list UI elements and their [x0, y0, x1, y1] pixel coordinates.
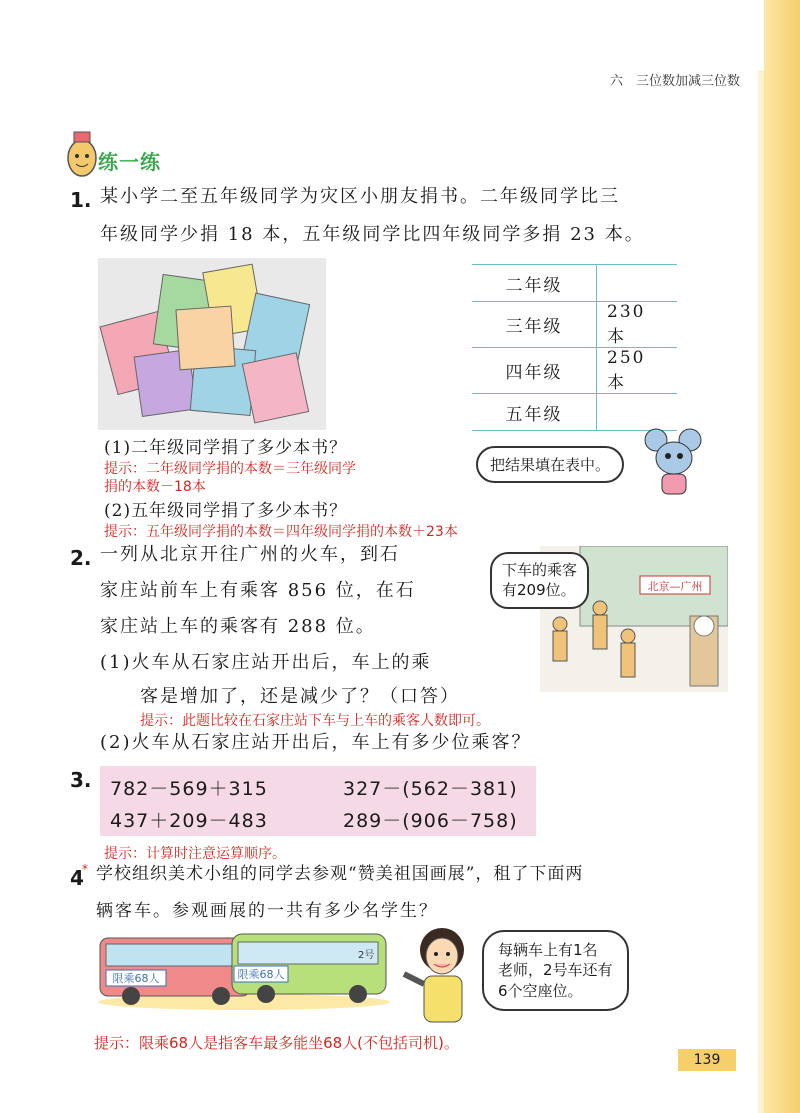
chapter-header: 六 三位数加减三位数	[609, 74, 740, 89]
q2-text-line2: 家庄站前车上有乘客 856 位，在石	[100, 580, 416, 601]
q1-sub1: (1)二年级同学捐了多少本书？	[104, 438, 348, 458]
bubble-line: 有209位。	[502, 581, 576, 600]
page-number: 139	[678, 1049, 736, 1071]
value-cell	[597, 394, 678, 431]
q2-text-line3: 家庄站上车的乘客有 288 位。	[100, 616, 376, 637]
q2-sub1-line1: (1)火车从石家庄站开出后，车上的乘	[100, 652, 432, 673]
grade-cell: 五年级	[472, 394, 597, 431]
question-2-number: 2.	[70, 546, 92, 570]
question-1-number: 1.	[70, 188, 92, 212]
grade-cell: 二年级	[472, 265, 597, 302]
grade-book-table	[472, 264, 677, 431]
q1-text-line1: 某小学二至五年级同学为灾区小朋友捐书。二年级同学比三	[100, 186, 620, 207]
value-cell	[597, 265, 678, 302]
bubble-line: 每辆车上有1名	[498, 941, 598, 959]
q2-sub2: (2)火车从石家庄站开出后，车上有多少位乘客？	[100, 732, 532, 753]
q2-text-line1: 一列从北京开往广州的火车，到石	[100, 544, 400, 565]
section-title-label: 练一练	[98, 150, 161, 174]
books-illustration	[98, 258, 326, 430]
question-4-number: 4	[70, 866, 84, 890]
station-sign: 北京—广州	[647, 580, 703, 593]
mouse-character-icon	[644, 426, 704, 502]
calculation-box	[100, 766, 536, 836]
pencil-mascot-icon	[62, 130, 102, 180]
bubble-line: 老师，2号车还有	[498, 961, 613, 980]
question-3-number: 3.	[70, 768, 92, 792]
q1-hint2: 提示：五年级同学捐的本数＝四年级同学捐的本数＋23本	[104, 524, 458, 540]
challenge-star: *	[82, 862, 88, 876]
grade-cell: 三年级	[472, 302, 597, 348]
q2-sub1-line2: 客是增加了，还是减少了？（口答）	[140, 686, 460, 707]
q3-hint: 提示：计算时注意运算顺序。	[104, 846, 286, 862]
q4-hint: 提示：限乘68人是指客车最多能坐68人(不包括司机)。	[94, 1034, 459, 1052]
table-row	[472, 394, 677, 431]
table-row	[472, 348, 677, 394]
bubble-line: 6个空座位。	[498, 981, 583, 1000]
section-title	[62, 130, 202, 180]
table-row	[472, 302, 677, 348]
page-edge-decoration	[764, 0, 800, 1113]
q1-text-line2: 年级同学少捐 18 本，五年级同学比四年级同学多捐 23 本。	[100, 224, 645, 245]
table-row	[472, 265, 677, 302]
calc-expression: 782－569＋315	[110, 778, 268, 800]
q1-hint1-line1: 提示：二年级同学捐的本数＝三年级同学	[104, 461, 356, 477]
calc-expression: 327－(562－381)	[343, 778, 518, 800]
teacher-speech-bubble	[482, 930, 629, 1011]
buses-illustration	[96, 930, 392, 1010]
bubble-line: 下车的乘客	[502, 561, 578, 579]
mouse-speech-bubble: 把结果填在表中。	[476, 446, 624, 483]
calc-expression: 437＋209－483	[110, 810, 268, 832]
q1-hint1-line2: 捐的本数－18本	[104, 479, 206, 495]
page-edge-strip	[758, 70, 764, 1113]
bus2-capacity-sign: 限乘68人	[237, 968, 285, 981]
grade-cell: 四年级	[472, 348, 597, 394]
calc-expression: 289－(906－758)	[343, 810, 518, 832]
bus1-capacity-sign: 限乘68人	[112, 972, 160, 985]
passenger-speech-bubble	[490, 552, 589, 609]
value-cell: 230 本	[597, 302, 678, 348]
q1-sub2: (2)五年级同学捐了多少本书？	[104, 501, 348, 521]
q2-hint: 提示：此题比较在石家庄站下车与上车的乘客人数即可。	[140, 713, 490, 729]
value-cell: 250 本	[597, 348, 678, 394]
bus2-number: 2号	[358, 950, 375, 961]
teacher-girl-illustration	[398, 924, 480, 1024]
q4-text-line1: 学校组织美术小组的同学去参观“赞美祖国画展”，租了下面两	[96, 864, 584, 884]
q4-text-line2: 辆客车。参观画展的一共有多少名学生？	[96, 901, 438, 921]
